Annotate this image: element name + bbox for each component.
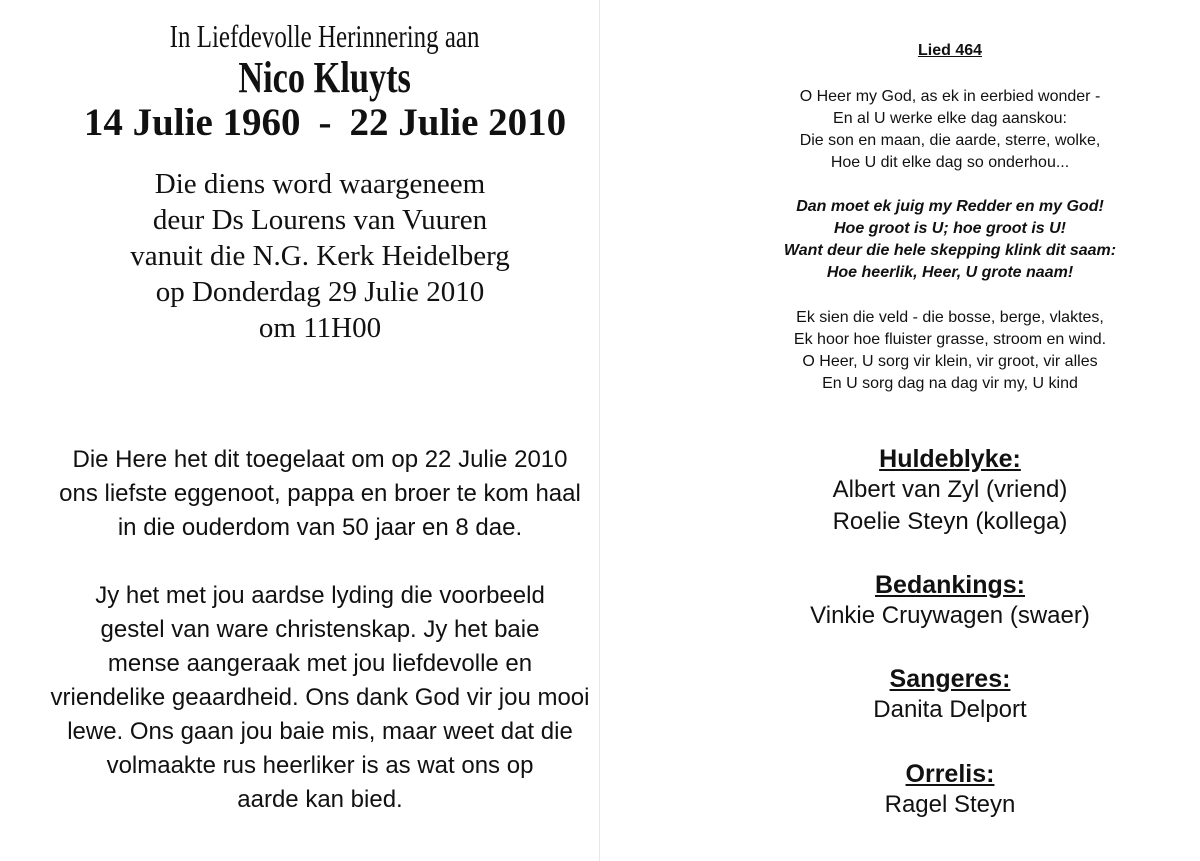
hymn-line: Ek sien die veld - die bosse, berge, vlaktes, [796, 309, 1104, 326]
hymn-stanza-2 [600, 307, 1200, 395]
hymn-line: Die son en maan, die aarde, sterre, wolke, [799, 132, 1101, 149]
service-line: Die diens word waargeneem [154, 168, 486, 200]
obituary-line: Die Here het dit toegelaat om op 22 Julie 2010 [72, 446, 568, 473]
organist-person: Ragel Steyn [884, 791, 1016, 818]
service-line: op Donderdag 29 Julie 2010 [155, 276, 485, 308]
death-date: 22 Julie 2010 [349, 101, 567, 144]
hymn-chorus [600, 196, 1200, 284]
tributes-section [600, 444, 1200, 538]
hymn-title: Lied 464 [917, 42, 983, 59]
obituary-line: Jy het met jou aardse lyding die voorbeeld [95, 582, 545, 609]
service-line: deur Ds Lourens van Vuuren [152, 204, 488, 236]
hymn-stanza-1 [600, 86, 1200, 174]
in-memory-heading: In Liefdevolle Herinnering aan [170, 18, 480, 54]
obituary-line: gestel van ware christenskap. Jy het baie [100, 616, 540, 643]
hymn-line: En al U werke elke dag aanskou: [833, 110, 1067, 127]
singer-person: Danita Delport [873, 696, 1027, 723]
hymn-line: O Heer, U sorg vir klein, vir groot, vir alles [802, 353, 1098, 370]
hymn-line: Hoe U dit elke dag so onderhou... [830, 154, 1070, 171]
tribute-person: Roelie Steyn (kollega) [832, 508, 1068, 535]
service-line: vanuit die N.G. Kerk Heidelberg [130, 240, 510, 272]
obituary-line: in die ouderdom van 50 jaar en 8 dae. [117, 514, 523, 541]
tribute-person: Albert van Zyl (vriend) [832, 476, 1068, 503]
organist-label: Orrelis: [905, 760, 995, 788]
thanks-person: Vinkie Cruywagen (swaer) [810, 602, 1090, 629]
hymn-line: Hoe groot is U; hoe groot is U! [834, 220, 1066, 237]
deceased-name: Nico Kluyts [238, 53, 412, 102]
organist-section [600, 759, 1200, 821]
obituary-line: volmaakte rus heerliker is as wat ons op [106, 752, 534, 779]
obituary-line: ons liefste eggenoot, pappa en broer te kom haal [59, 480, 581, 507]
hymn-line: En U sorg dag na dag vir my, U kind [822, 375, 1078, 392]
right-page [600, 0, 1200, 861]
date-separator: - [318, 101, 332, 144]
obituary-line: aarde kan bied. [237, 786, 403, 813]
thanks-label: Bedankings: [874, 571, 1026, 599]
singer-label: Sangeres: [889, 665, 1011, 693]
birth-date: 14 Julie 1960 [83, 101, 301, 144]
hymn-line: Hoe heerlik, Heer, U grote naam! [826, 264, 1074, 281]
obituary-paragraph-2 [0, 579, 640, 817]
singer-section [600, 664, 1200, 726]
service-line: om 11H00 [258, 312, 382, 344]
hymn-line: Want deur die hele skepping klink dit saam: [783, 242, 1117, 259]
obituary-line: vriendelike geaardheid. Ons dank God vir jou mooi [50, 684, 590, 711]
tributes-label: Huldeblyke: [879, 445, 1021, 473]
life-dates [0, 100, 650, 145]
hymn-line: O Heer my God, as ek in eerbied wonder - [799, 88, 1101, 105]
hymn-line: Ek hoor hoe fluister grasse, stroom en wind. [793, 331, 1107, 348]
thanks-section [600, 570, 1200, 632]
service-details [0, 166, 640, 346]
obituary-line: mense aangeraak met jou liefdevolle en [107, 650, 533, 677]
hymn-line: Dan moet ek juig my Redder en my God! [796, 198, 1104, 215]
obituary-paragraph-1 [0, 443, 640, 545]
obituary-line: lewe. Ons gaan jou baie mis, maar weet dat die [67, 718, 573, 745]
